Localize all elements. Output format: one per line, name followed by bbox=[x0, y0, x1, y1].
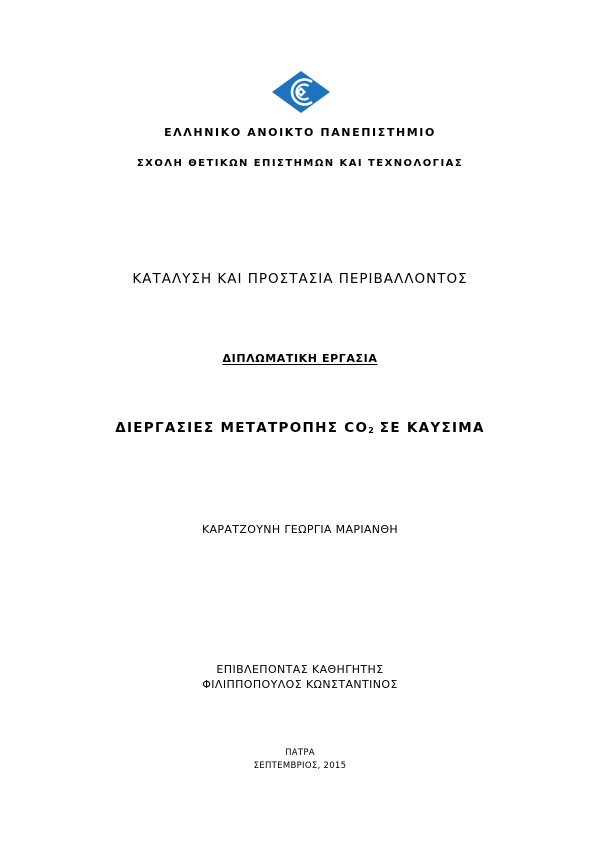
date-label: ΣΕΠΤΕΜΒΡΙΟΣ, 2015 bbox=[253, 761, 347, 771]
thesis-title bbox=[0, 420, 600, 436]
supervisor-name: ΦΙΛΙΠΠΟΠΟΥΛΟΣ ΚΩΝΣΤΑΝΤΙΝΟΣ bbox=[202, 678, 398, 691]
thesis-type-heading bbox=[0, 352, 600, 365]
thesis-title-subscript: 2 bbox=[368, 426, 374, 435]
university-logo-icon bbox=[271, 70, 331, 114]
supervisor-role: ΕΠΙΒΛΕΠΟΝΤΑΣ ΚΑΘΗΓΗΤΗΣ bbox=[216, 663, 384, 676]
thesis-title-main: ΔΙΕΡΓΑΣΙΕΣ ΜΕΤΑΤΡΟΠΗΣ CO bbox=[115, 420, 369, 436]
university-name: ΕΛΛΗΝΙΚΟ ΑΝΟΙΚΤΟ ΠΑΝΕΠΙΣΤΗΜΙΟ bbox=[164, 126, 436, 139]
city-label: ΠΑΤΡΑ bbox=[285, 748, 315, 758]
thesis-title-rest: ΣΕ ΚΑΥΣΙΜΑ bbox=[373, 420, 485, 436]
program-name: ΚΑΤΑΛΥΣΗ ΚΑΙ ΠΡΟΣΤΑΣΙΑ ΠΕΡΙΒΑΛΛΟΝΤΟΣ bbox=[132, 271, 468, 287]
author-name: ΚΑΡΑΤΖΟΥΝΗ ΓΕΩΡΓΙΑ ΜΑΡΙΑΝΘΗ bbox=[201, 523, 399, 536]
thesis-type-label: ΔΙΠΛΩΜΑΤΙΚΗ ΕΡΓΑΣΙΑ bbox=[222, 352, 378, 365]
school-name: ΣΧΟΛΗ ΘΕΤΙΚΩΝ ΕΠΙΣΤΗΜΩΝ ΚΑΙ ΤΕΧΝΟΛΟΓΙΑΣ bbox=[136, 158, 464, 169]
